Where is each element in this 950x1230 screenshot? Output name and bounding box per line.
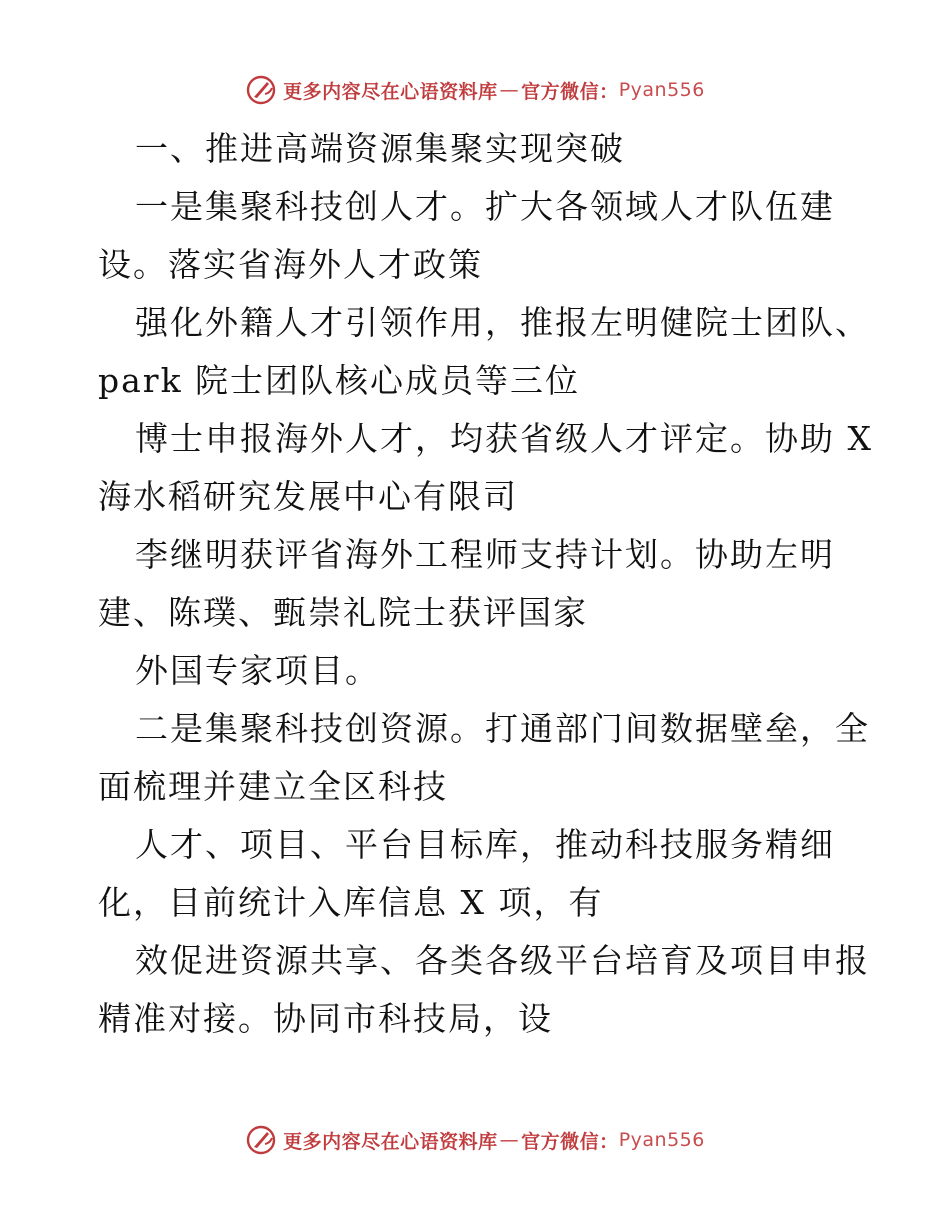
paragraph-line: 化，目前统计入库信息 X 项，有	[98, 883, 604, 922]
paragraph-line: 二是集聚科技创资源。打通部门间数据壁垒，全	[135, 709, 870, 748]
paragraph-line: 设。落实省海外人才政策	[98, 245, 483, 284]
paragraph-line: 李继明获评省海外工程师支持计划。协助左明	[135, 535, 835, 574]
paragraph-line: park 院士团队核心成员等三位	[98, 361, 581, 400]
quill-logo-icon	[245, 1124, 277, 1156]
watermark-contact-label: 官方微信：	[521, 80, 619, 103]
paragraph-line: 博士申报海外人才，均获省级人才评定。协助 X	[135, 419, 873, 458]
paragraph-line: 强化外籍人才引领作用，推报左明健院士团队、	[135, 303, 870, 342]
section-heading: 一、推进高端资源集聚实现突破	[135, 129, 625, 168]
paragraph-line: 一是集聚科技创人才。扩大各领域人才队伍建	[135, 187, 835, 226]
watermark-contact-id: Pyan556	[618, 1129, 705, 1151]
paragraph-line: 面梳理并建立全区科技	[98, 767, 448, 806]
watermark-contact-id: Pyan556	[618, 79, 705, 101]
watermark-header	[0, 70, 950, 110]
watermark-contact-label: 官方微信：	[521, 1130, 619, 1153]
watermark-text: 更多内容尽在心语资料库	[283, 80, 498, 103]
paragraph-line: 人才、项目、平台目标库，推动科技服务精细	[135, 825, 835, 864]
paragraph-line: 外国专家项目。	[135, 651, 380, 690]
quill-logo-icon	[245, 74, 277, 106]
watermark-dash: —	[499, 79, 520, 101]
watermark-footer	[0, 1120, 950, 1160]
paragraph-line: 效促进资源共享、各类各级平台培育及项目申报	[135, 941, 870, 980]
paragraph-line: 海水稻研究发展中心有限司	[98, 477, 518, 516]
watermark-text: 更多内容尽在心语资料库	[283, 1130, 498, 1153]
paragraph-line: 精准对接。协同市科技局，设	[98, 999, 553, 1038]
document-body	[98, 120, 873, 1048]
watermark-dash: —	[499, 1129, 520, 1151]
paragraph-line: 建、陈璞、甄崇礼院士获评国家	[98, 593, 588, 632]
